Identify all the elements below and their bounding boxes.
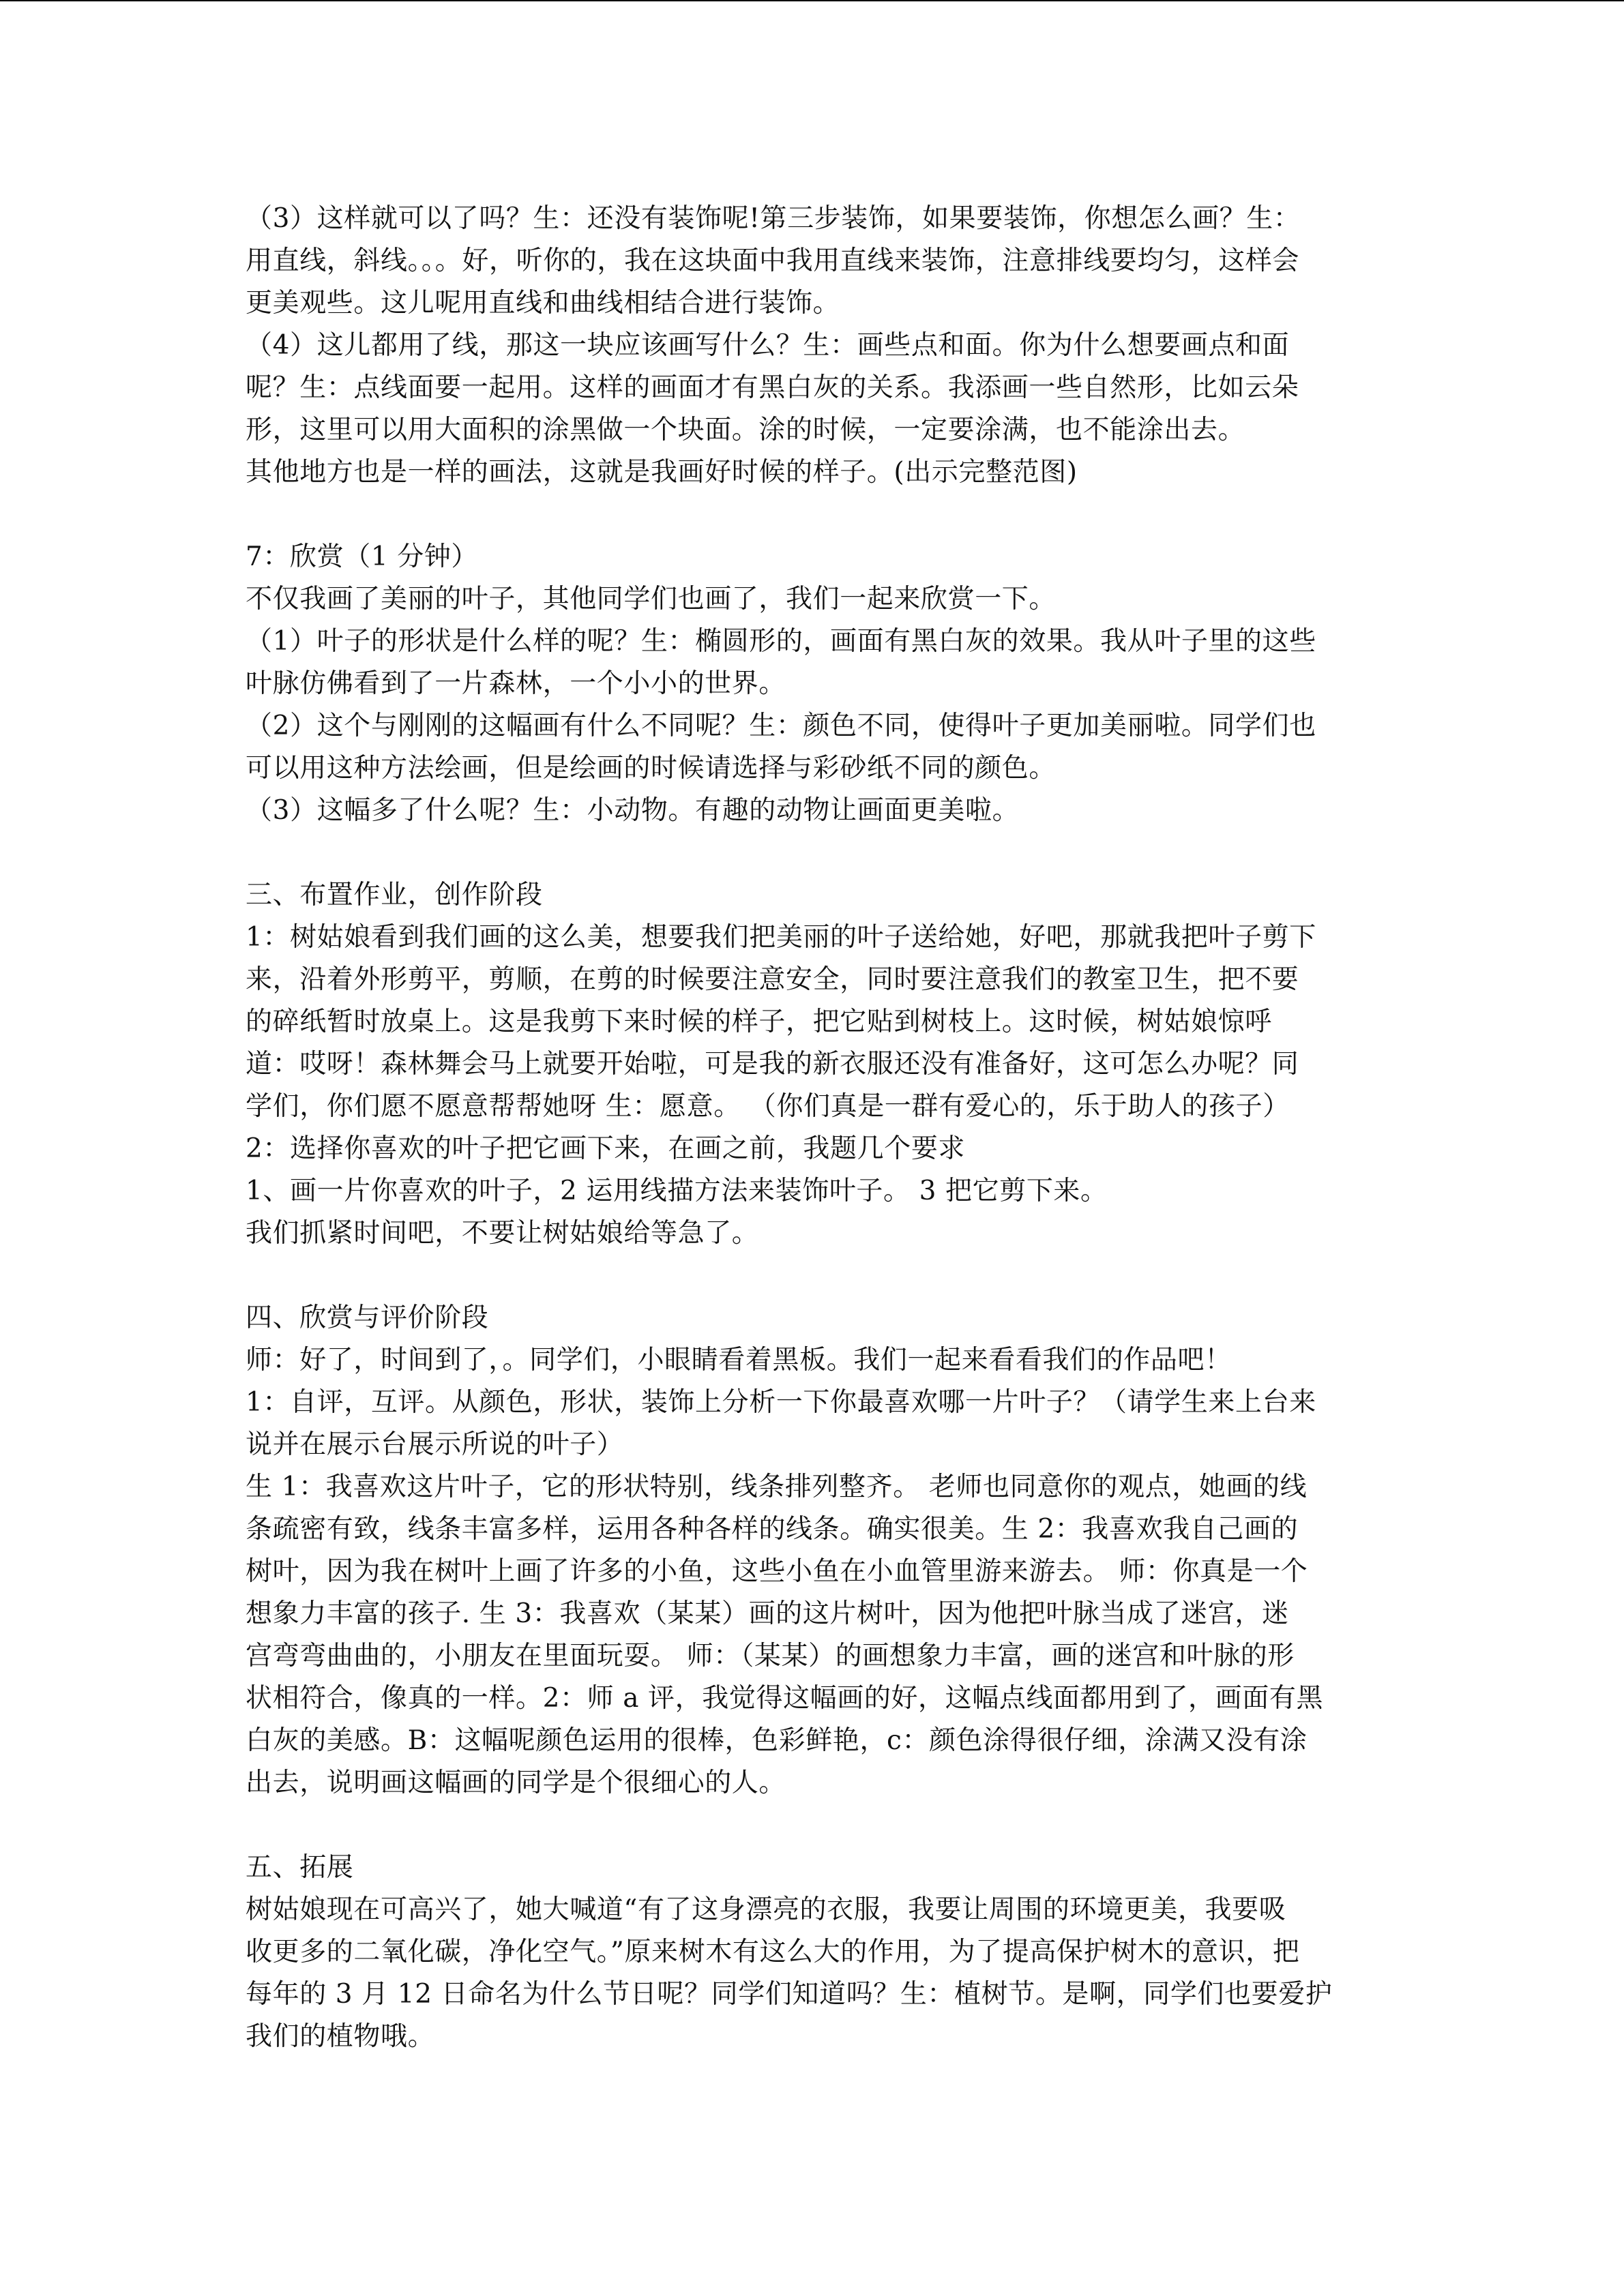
text-line: 出去，说明画这幅画的同学是个很细心的人。 [246,1768,786,1798]
text-line: 我们的植物哦。 [246,2021,435,2052]
text-section [246,536,1391,832]
text-line: 用直线，斜线。。。好，听你的，我在这块面中我用直线来装饰，注意排线要均匀，这样会 [246,245,1300,276]
page-top-border [0,0,1624,1]
text-line: 状相符合，像真的一样。2：师 a 评，我觉得这幅画的好，这幅点线面都用到了，画面有黑 [246,1683,1324,1714]
text-line: 每年的 3 月 12 日命名为什么节日呢？同学们知道吗？生：植树节。是啊，同学们也要爱护 [246,1979,1333,2010]
text-line: 四、欣赏与评价阶段 [246,1302,489,1333]
text-line: 条疏密有致，线条丰富多样，运用各种各样的线条。确实很美。生 2：我喜欢我自己画的 [246,1514,1299,1545]
text-line: （3）这幅多了什么呢？生：小动物。有趣的动物让画面更美啦。 [246,795,1020,826]
section-gap [246,494,1391,536]
text-line: 2：选择你喜欢的叶子把它画下来，在画之前，我题几个要求 [246,1133,966,1164]
text-line: 的碎纸暂时放桌上。这是我剪下来时候的样子，把它贴到树枝上。这时候，树姑娘惊呼 [246,1007,1272,1037]
section-gap [246,832,1391,874]
text-line: 树叶，因为我在树叶上画了许多的小鱼，这些小鱼在小血管里游来游去。 师：你真是一个 [246,1556,1308,1587]
section-gap [246,1804,1391,1847]
text-line: 树姑娘现在可高兴了，她大喊道“有了这身漂亮的衣服，我要让周围的环境更美，我要吸 [246,1894,1286,1925]
text-line: 收更多的二氧化碳，净化空气。”原来树木有这么大的作用，为了提高保护树木的意识，把 [246,1937,1300,1967]
text-section [246,198,1391,494]
text-line: 说并在展示台展示所说的叶子） [246,1429,624,1460]
text-line: （2）这个与刚刚的这幅画有什么不同呢？生：颜色不同，使得叶子更加美丽啦。同学们也 [246,711,1316,741]
text-line: 1：自评，互评。从颜色，形状，装饰上分析一下你最喜欢哪一片叶子？（请学生来上台来 [246,1387,1316,1418]
section-gap [246,1255,1391,1297]
text-line: 可以用这种方法绘画，但是绘画的时候请选择与彩砂纸不同的颜色。 [246,753,1057,784]
text-line: 1：树姑娘看到我们画的这么美，想要我们把美丽的叶子送给她，好吧，那就我把叶子剪下 [246,922,1316,953]
text-line: 生 1：我喜欢这片叶子，它的形状特别，线条排列整齐。 老师也同意你的观点，她画的线 [246,1472,1308,1502]
document-page [246,198,1391,2058]
text-line: 师：好了，时间到了，。同学们，小眼睛看着黑板。我们一起来看看我们的作品吧！ [246,1345,1232,1375]
text-line: 呢？生：点线面要一起用。这样的画面才有黑白灰的关系。我添画一些自然形，比如云朵 [246,372,1299,403]
text-section [246,874,1391,1255]
text-line: 想象力丰富的孩子. 生 3：我喜欢（某某）画的这片树叶，因为他把叶脉当成了迷宫，迷 [246,1598,1289,1629]
text-line: 三、布置作业，创作阶段 [246,880,543,910]
text-line: 宫弯弯曲曲的，小朋友在里面玩耍。 师：（某某）的画想象力丰富，画的迷宫和叶脉的形 [246,1641,1295,1671]
text-line: 道：哎呀！森林舞会马上就要开始啦，可是我的新衣服还没有准备好，这可怎么办呢？同 [246,1049,1299,1079]
text-line: 白灰的美感。B：这幅呢颜色运用的很棒，色彩鲜艳，c：颜色涂得很仔细，涂满又没有涂 [246,1725,1308,1756]
text-line: 叶脉仿佛看到了一片森林，一个小小的世界。 [246,668,786,699]
text-line: 1、画一片你喜欢的叶子，2 运用线描方法来装饰叶子。 3 把它剪下来。 [246,1176,1108,1206]
text-line: 其他地方也是一样的画法，这就是我画好时候的样子。(出示完整范图) [246,457,1078,488]
text-line: 不仅我画了美丽的叶子，其他同学们也画了，我们一起来欣赏一下。 [246,584,1057,614]
text-line: 来，沿着外形剪平，剪顺，在剪的时候要注意安全，同时要注意我们的教室卫生，把不要 [246,964,1299,995]
text-line: （3）这样就可以了吗？生：还没有装饰呢!第三步装饰，如果要装饰，你想怎么画？生： [246,203,1301,234]
text-section [246,1297,1391,1804]
text-line: 五、拓展 [246,1852,354,1883]
text-section [246,1847,1391,2058]
text-line: 形，这里可以用大面积的涂黑做一个块面。涂的时候，一定要涂满，也不能涂出去。 [246,415,1245,445]
text-line: 学们，你们愿不愿意帮帮她呀 生：愿意。 （你们真是一群有爱心的，乐于助人的孩子） [246,1091,1290,1122]
text-line: （1）叶子的形状是什么样的呢？生：椭圆形的，画面有黑白灰的效果。我从叶子里的这些 [246,626,1316,657]
text-line: 我们抓紧时间吧，不要让树姑娘给等急了。 [246,1218,759,1249]
text-line: （4）这儿都用了线，那这一块应该画写什么？生：画些点和面。你为什么想要画点和面 [246,330,1290,361]
text-line: 7：欣赏（1 分钟） [246,541,479,572]
text-line: 更美观些。这儿呢用直线和曲线相结合进行装饰。 [246,288,840,318]
document-body [246,198,1391,2058]
